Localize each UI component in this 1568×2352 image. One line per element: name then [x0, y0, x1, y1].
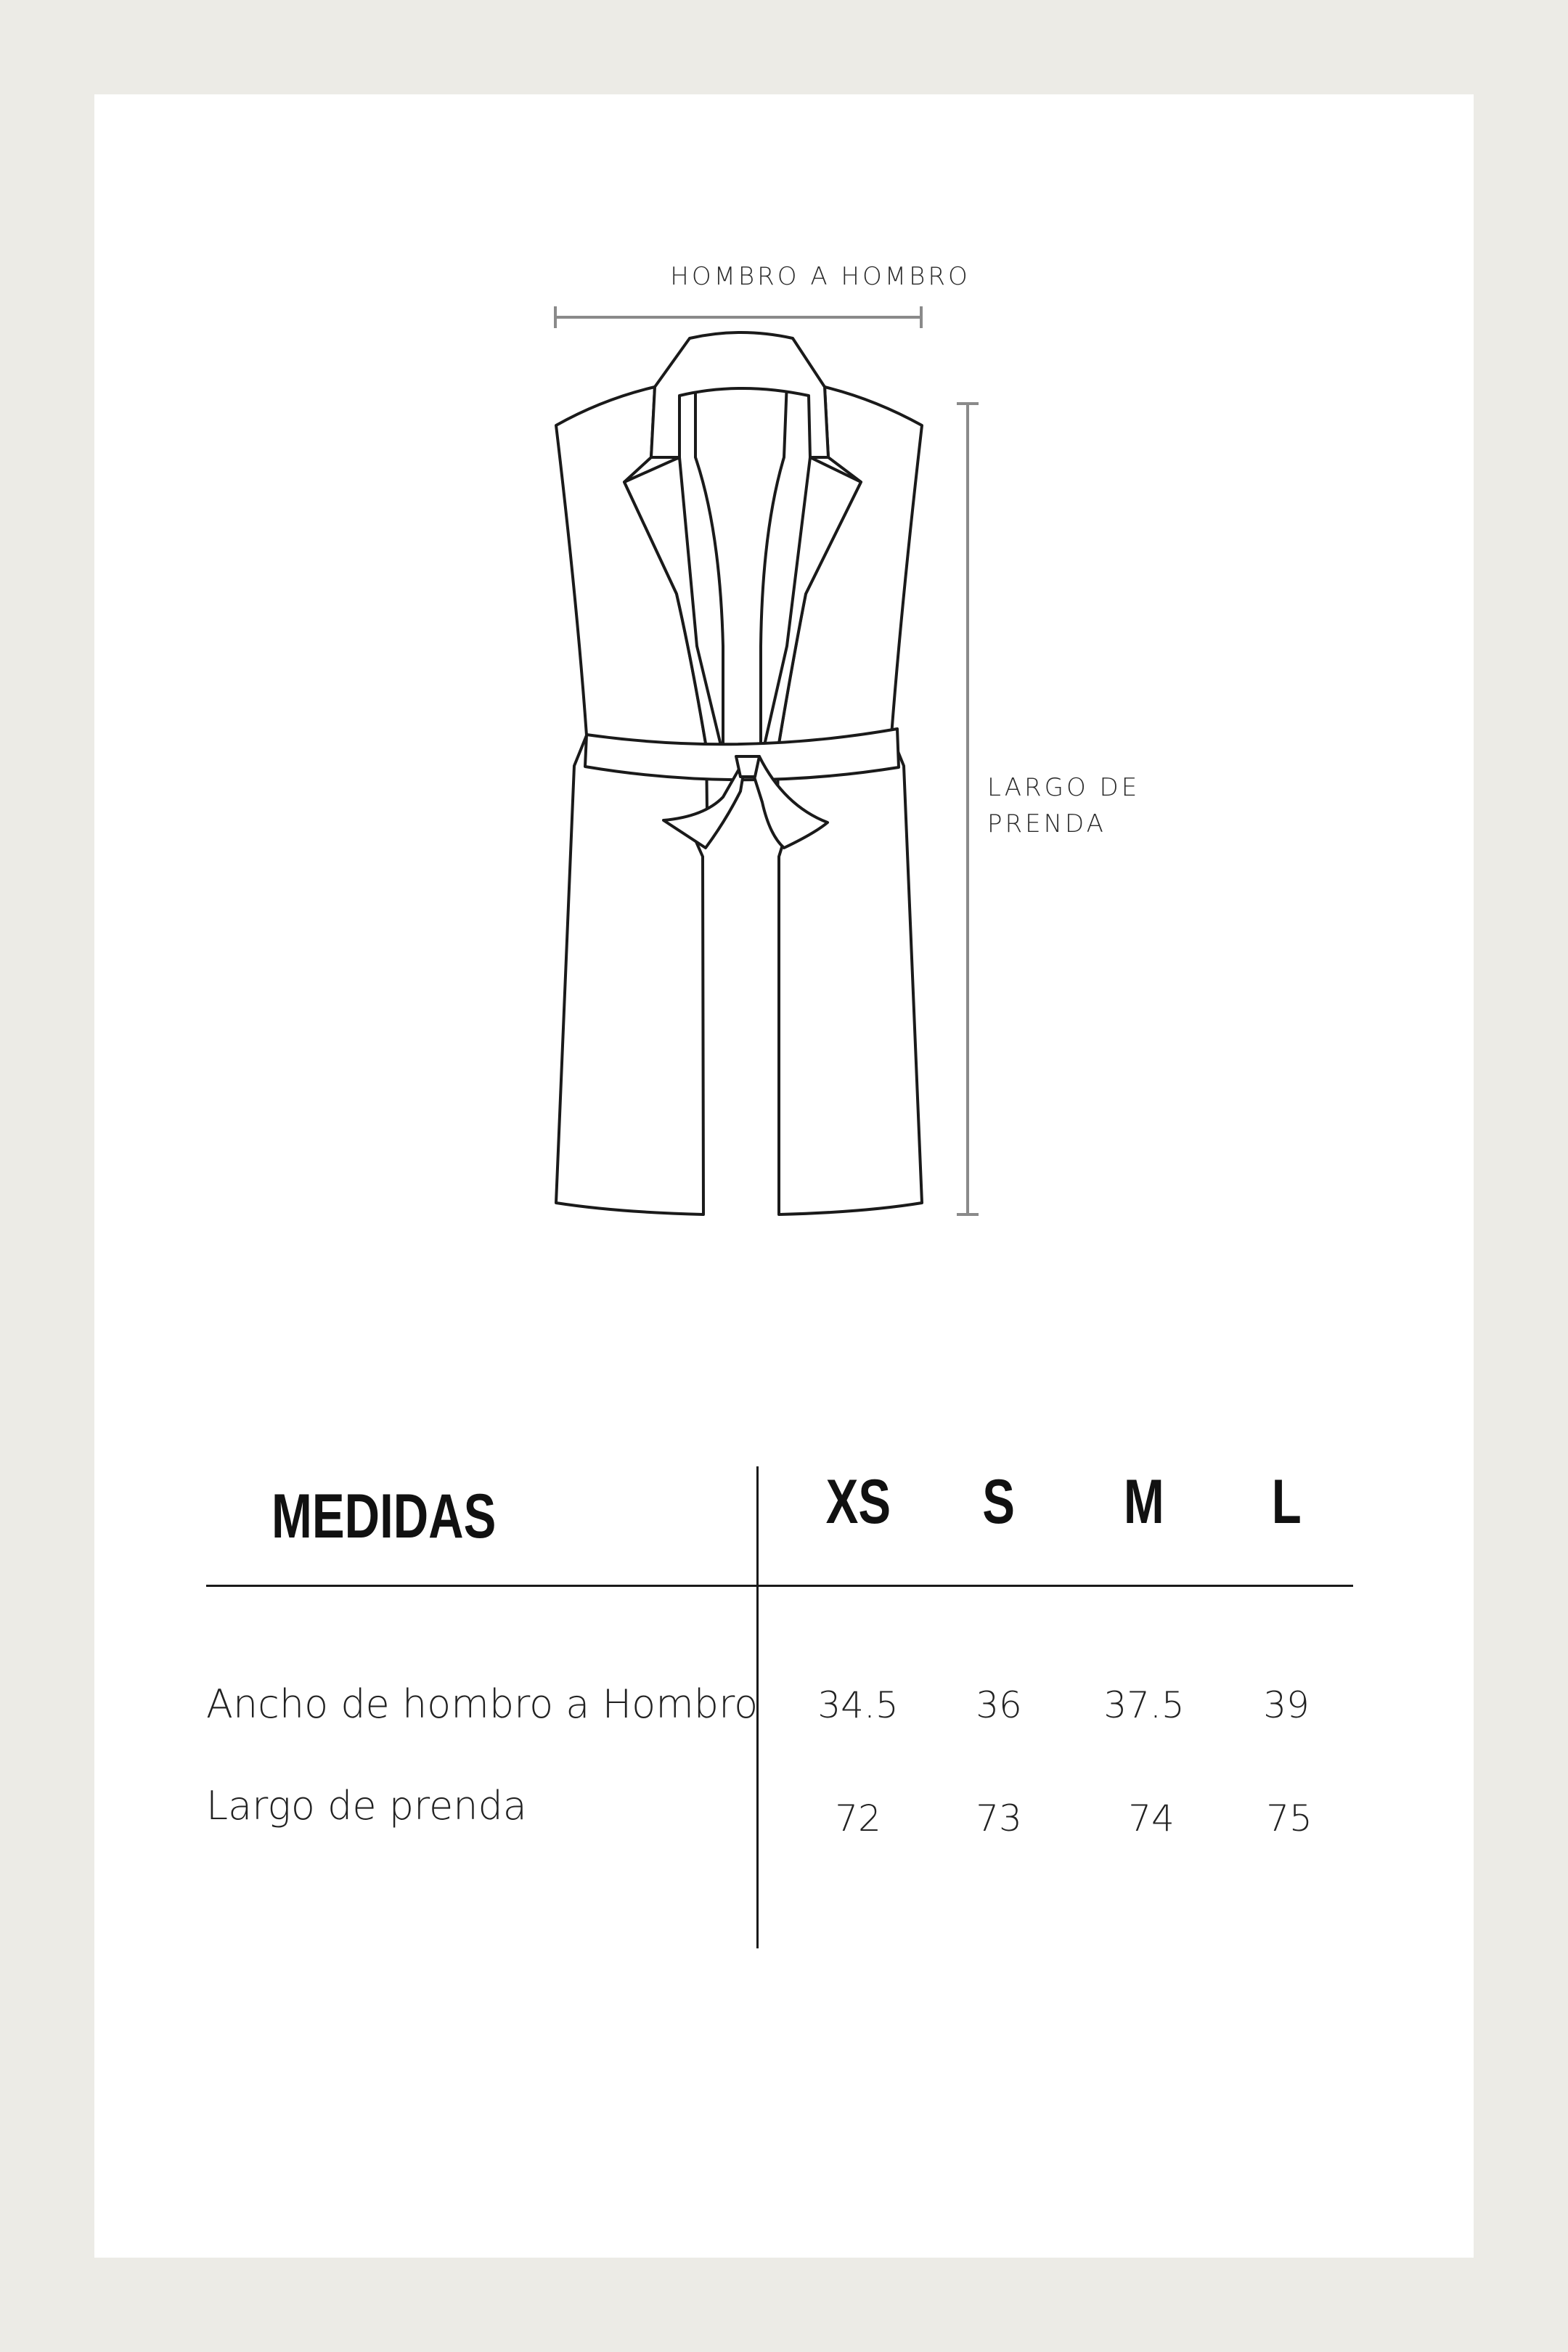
- cell-length-l: 75: [1266, 1797, 1312, 1839]
- size-header-m: M: [1124, 1467, 1164, 1537]
- garment-length-label-line1: LARGO DE: [987, 773, 1140, 802]
- garment-length-label: [987, 769, 1205, 842]
- vest-outline: [556, 332, 922, 1214]
- cell-length-xs: 72: [835, 1797, 881, 1839]
- cell-shoulder-l: 39: [1263, 1684, 1310, 1726]
- size-header-xs: XS: [825, 1467, 891, 1537]
- cell-shoulder-m: 37.5: [1103, 1684, 1185, 1726]
- row-label-garment-length: Largo de prenda: [206, 1783, 527, 1829]
- cell-length-m: 74: [1128, 1797, 1175, 1839]
- vest-bow-knot: [736, 756, 759, 777]
- size-guide-card: [94, 94, 1474, 2258]
- size-header-l: L: [1271, 1467, 1302, 1537]
- cell-shoulder-xs: 34.5: [817, 1684, 899, 1726]
- table-header-divider: [206, 1585, 1353, 1587]
- row-label-shoulder-width: Ancho de hombro a Hombro: [206, 1681, 759, 1727]
- garment-length-label-line2: PRENDA: [987, 809, 1106, 838]
- shoulder-measure-line: [555, 306, 921, 328]
- length-measure-line: [957, 404, 979, 1214]
- cell-shoulder-s: 36: [976, 1684, 1022, 1726]
- table-heading: MEDIDAS: [271, 1482, 497, 1551]
- vest-right-panel: [777, 387, 922, 1214]
- shoulder-to-shoulder-label: HOMBRO A HOMBRO: [670, 262, 971, 291]
- size-header-s: S: [982, 1467, 1016, 1537]
- cell-length-s: 73: [976, 1797, 1022, 1839]
- garment-diagram: [94, 94, 1474, 2258]
